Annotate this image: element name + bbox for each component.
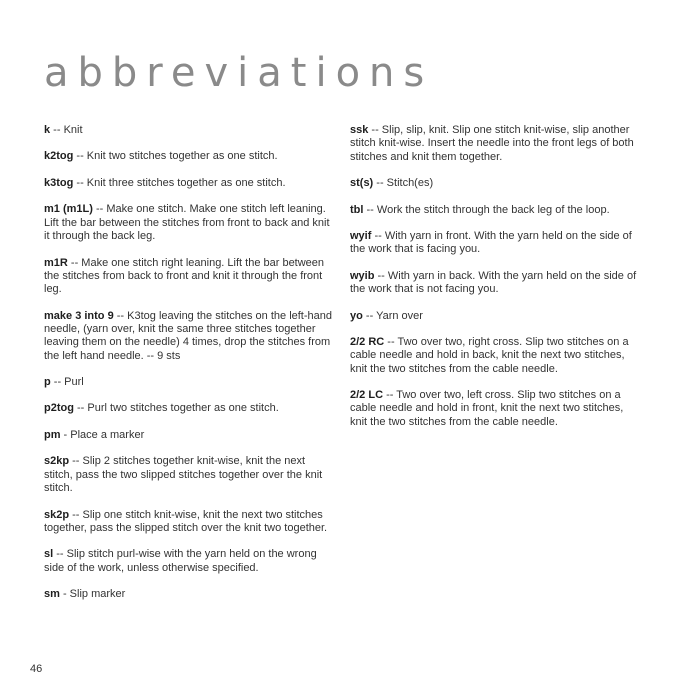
abbreviation-entry bbox=[44, 455, 336, 495]
abbreviation-term: k3tog bbox=[44, 176, 74, 189]
abbreviation-entry bbox=[44, 150, 336, 163]
abbreviation-definition: -- Knit two stitches together as one stitch. bbox=[73, 150, 278, 163]
abbreviation-entry bbox=[350, 389, 640, 429]
abbreviation-entry bbox=[44, 124, 336, 137]
abbreviation-definition: - Slip marker bbox=[59, 588, 126, 601]
abbreviation-definition: -- Make one stitch right leaning. Lift the bar between the stitches from back to front and knit it through the front leg. bbox=[44, 256, 325, 296]
abbreviation-entry bbox=[44, 310, 336, 363]
page-number: 46 bbox=[30, 663, 43, 675]
abbreviation-definition: -- With yarn in front. With the yarn held on the side of the work that is facing you. bbox=[350, 230, 632, 256]
abbreviation-term: make 3 into 9 bbox=[44, 309, 114, 322]
abbreviation-entry bbox=[350, 177, 640, 190]
abbreviation-entry bbox=[350, 124, 640, 164]
abbreviation-term: wyif bbox=[350, 230, 372, 243]
abbreviation-term: 2/2 RC bbox=[350, 336, 385, 349]
abbreviation-definition: -- Two over two, right cross. Slip two stitches on a cable needle and hold in back, knit the next two stitches, knit the two stitches from the cable needle. bbox=[350, 336, 629, 375]
abbreviation-definition: -- With yarn in back. With the yarn held on the side of the work that is not facing you. bbox=[350, 269, 637, 296]
abbreviation-entry bbox=[350, 270, 640, 297]
abbreviation-term: wyib bbox=[350, 269, 375, 282]
abbreviation-term: ssk bbox=[350, 124, 369, 136]
abbreviation-definition: -- Slip one stitch knit-wise, knit the next two stitches together, pass the slipped stitch over the knit two together. bbox=[44, 508, 328, 534]
abbreviation-term: m1 (m1L) bbox=[44, 203, 93, 216]
abbreviation-definition: -- Slip, slip, knit. Slip one stitch knit-wise, slip another stitch knit-wise. Insert the needle into the front legs of both stitches and knit them together. bbox=[350, 124, 634, 163]
abbreviation-entry bbox=[350, 310, 640, 323]
abbreviation-term: 2/2 LC bbox=[350, 389, 384, 402]
abbreviation-term: sk2p bbox=[44, 508, 70, 521]
abbreviation-definition: -- Slip 2 stitches together knit-wise, knit the next stitch, pass the two slipped stitches together over the knit stitch. bbox=[44, 455, 323, 495]
abbreviation-term: k bbox=[44, 124, 51, 136]
abbreviation-term: pm bbox=[44, 428, 61, 441]
abbreviation-definition: -- Work the stitch through the back leg of the loop. bbox=[363, 203, 610, 216]
abbreviation-term: m1R bbox=[44, 256, 68, 269]
abbreviation-definition: - Place a marker bbox=[60, 428, 145, 441]
abbreviation-definition: -- Purl two stitches together as one stitch. bbox=[73, 402, 279, 415]
abbreviation-entry bbox=[44, 548, 336, 575]
abbreviation-term: p2tog bbox=[44, 402, 74, 415]
abbreviation-entry bbox=[44, 588, 336, 601]
abbreviation-term: sl bbox=[44, 548, 54, 561]
abbreviation-definition: -- Two over two, left cross. Slip two stitches on a cable needle and hold in front, knit the next two stitches, knit the two stitches from the cable needle. bbox=[350, 389, 624, 428]
abbreviation-definition: -- Knit bbox=[50, 124, 83, 136]
abbreviation-term: k2tog bbox=[44, 150, 74, 163]
abbreviation-entry bbox=[44, 203, 336, 243]
abbreviation-definition: -- Yarn over bbox=[362, 309, 423, 322]
abbreviation-term: s2kp bbox=[44, 455, 70, 468]
abbreviation-term: yo bbox=[350, 309, 363, 322]
abbreviation-definition: -- Make one stitch. Make one stitch left leaning. Lift the bar between the stitches from front to back and knit it through the back leg. bbox=[44, 203, 330, 243]
abbreviations-right-column bbox=[350, 124, 640, 442]
abbreviation-entry bbox=[44, 257, 336, 297]
abbreviation-entry bbox=[44, 177, 336, 190]
abbreviation-definition: -- Stitch(es) bbox=[373, 177, 434, 190]
abbreviation-entry bbox=[44, 376, 336, 389]
abbreviation-term: p bbox=[44, 375, 51, 388]
abbreviation-term: tbl bbox=[350, 203, 364, 216]
abbreviation-entry bbox=[44, 509, 336, 536]
abbreviation-term: st(s) bbox=[350, 177, 374, 190]
abbreviation-definition: -- Slip stitch purl-wise with the yarn held on the wrong side of the work, unless otherwise specified. bbox=[44, 548, 317, 574]
abbreviation-term: sm bbox=[44, 588, 60, 601]
abbreviation-definition: -- Purl bbox=[50, 375, 84, 388]
abbreviations-left-column bbox=[44, 124, 336, 615]
abbreviation-entry bbox=[44, 402, 336, 415]
abbreviation-entry bbox=[350, 230, 640, 257]
abbreviation-entry bbox=[350, 336, 640, 376]
abbreviation-entry bbox=[350, 204, 640, 217]
abbreviation-definition: -- Knit three stitches together as one stitch. bbox=[73, 176, 286, 189]
abbreviation-definition: -- K3tog leaving the stitches on the left-hand needle, (yarn over, knit the same three stitches together leaving them on the needle) 4 times, drop the stitches from the left hand needle. -- 9 sts bbox=[44, 309, 333, 362]
page-title: abbreviations bbox=[44, 50, 434, 96]
abbreviation-entry bbox=[44, 429, 336, 442]
